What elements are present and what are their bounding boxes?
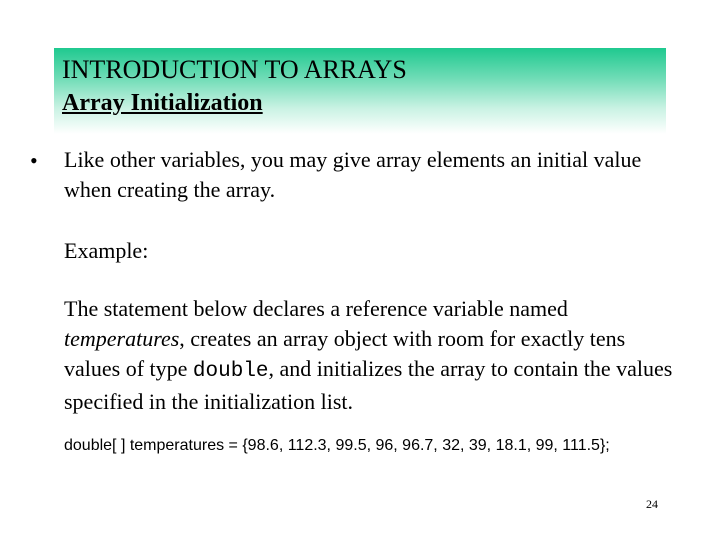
bullet-icon: • [30, 148, 38, 173]
page-number: 24 [646, 497, 658, 511]
paragraph-text-1: The statement below declares a reference variable named [64, 296, 568, 321]
example-paragraph [64, 294, 674, 417]
type-keyword: double [192, 360, 269, 383]
slide-subtitle: Array Initialization [62, 90, 263, 116]
slide-title: INTRODUCTION TO ARRAYS [62, 55, 407, 84]
bullet-paragraph: Like other variables, you may give array elements an initial value when creating the array. [64, 147, 642, 202]
code-example: double[ ] temperatures = {98.6, 112.3, 99.5, 96, 96.7, 32, 39, 18.1, 99, 111.5}; [64, 437, 610, 454]
example-label: Example: [64, 238, 149, 263]
variable-name: temperatures [64, 326, 180, 351]
paragraph-text-2: , creates an array object with room for exactly tens values of type [64, 326, 626, 381]
paragraph-text-3: , and initializes the array to contain the values specified in the initialization list. [64, 356, 673, 414]
